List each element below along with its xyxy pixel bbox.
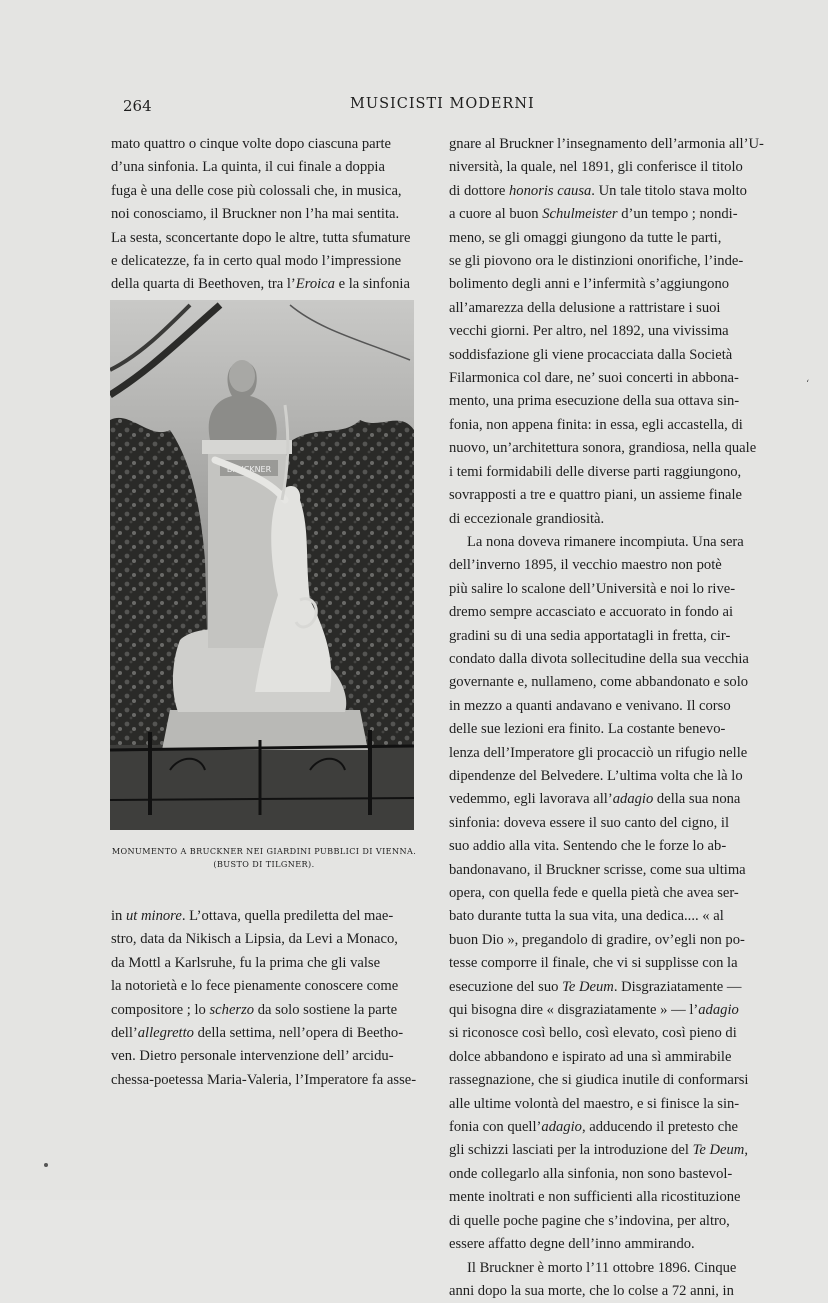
text-line: La sesta, sconcertante dopo le altre, tutta sfumature [111, 229, 411, 246]
text-line: meno, se gli omaggi giungono da tutte le parti, [449, 229, 722, 246]
text-line: di quelle poche pagine che s’indovina, per altro, [449, 1212, 730, 1229]
text-line: fonia con quell’adagio, adducendo il pretesto che [449, 1119, 738, 1136]
page-number: 264 [123, 97, 152, 115]
text-line: fonia, non appena finita: in essa, egli accastella, di [449, 416, 743, 433]
text-line: La nona doveva rimanere incompiuta. Una sera [467, 533, 744, 550]
text-line: noi conosciamo, il Bruckner non l’ha mai sentita. [111, 206, 400, 223]
text-line: qui bisogna dire « disgraziatamente » — l’adagio [449, 1002, 739, 1019]
text-line: sinfonia: doveva essere il suo canto del cigno, il [449, 814, 730, 831]
text-line: lenza dell’Imperatore gli procacciò un rifugio nelle [449, 744, 748, 761]
text-line: all’amarezza della delusione a rattristare i suoi [449, 299, 721, 316]
text-line: a cuore al buon Schulmeister d’un tempo ; nondi- [449, 206, 738, 223]
text-line: mato quattro o cinque volte dopo ciascuna parte [111, 136, 392, 152]
text-line: più salire lo scalone dell’Università e noi lo rive- [449, 580, 736, 597]
text-line: d’una sinfonia. La quinta, il cui finale a doppia [111, 159, 385, 176]
text-line: tesse comporre il finale, che vi si supplisse con la [449, 955, 738, 972]
text-line: esecuzione del suo Te Deum. Disgraziatamente — [449, 978, 742, 995]
text-line: la notorietà e lo fece pienamente conoscere come [111, 978, 399, 995]
text-line: niversità, la quale, nel 1891, gli conferisce il titolo [449, 159, 743, 176]
right-column [449, 133, 771, 1303]
text-line: si riconosce così bello, così elevato, così pieno di [449, 1025, 737, 1042]
monument-photograph [110, 300, 414, 830]
text-line: compositore ; lo scherzo da solo sostiene la parte [111, 1001, 398, 1018]
caption-line: MONUMENTO A BRUCKNER NEI GIARDINI PUBBLICI DI VIENNA. [111, 846, 417, 856]
text-line: governante e, nullameno, come abbandonato e solo [449, 674, 749, 691]
text-line: soddisfazione gli viene procacciata dalla Società [449, 346, 733, 363]
text-line: gli schizzi lasciati per la introduzione del Te Deum, [449, 1142, 748, 1159]
text-line: in mezzo a quanti andavano e venivano. Il corso [449, 697, 731, 714]
monument-base [162, 710, 368, 750]
text-line: fuga è una delle cose più colossali che, in musica, [111, 182, 402, 199]
text-line: mento, una prima esecuzione della sua ottava sin- [449, 393, 740, 410]
pedestal-inscription: BRUCKNER [226, 465, 272, 474]
margin-mark: ‘ [806, 379, 810, 390]
caption-line: (BUSTO DI TILGNER). [213, 859, 315, 869]
text-line: da Mottl a Karlsruhe, fu la prima che gli valse [111, 954, 381, 971]
text-line: bandonavano, il Bruckner scrisse, come sua ultima [449, 861, 746, 878]
text-line: bato durante tutta la sua vita, una dedica.... « al [449, 908, 724, 925]
text-line: Il Bruckner è morto l’11 ottobre 1896. Cinque [467, 1259, 737, 1276]
left-column-top [111, 133, 431, 297]
text-line: dremo sempre accasciato e accuorato in fondo ai [449, 604, 734, 621]
text-line: i temi formidabili delle diverse parti raggiungono, [449, 463, 742, 480]
text-line: vecchi giorni. Per altro, nel 1892, una vivissima [449, 323, 729, 340]
text-line: in ut minore. L’ottava, quella prediletta del mae- [111, 908, 394, 924]
text-line: ven. Dietro personale intervenzione dell’ arcidu- [111, 1048, 394, 1065]
text-line: se gli piovono ora le distinzioni onorifiche, l’inde- [449, 253, 744, 270]
left-column-bottom [111, 905, 431, 1092]
text-line: dolce abbandono e ispirato ad una sì ammirabile [449, 1048, 732, 1065]
text-line: suo addio alla vita. Sentendo che le forze lo ab- [449, 838, 727, 855]
figure-caption [106, 845, 422, 871]
text-line: chessa-poetessa Maria-Valeria, l’Imperatore fa asse- [111, 1071, 417, 1088]
text-line: essere affatto degne dell’inno ammirando. [449, 1236, 695, 1253]
text-line: rassegnazione, che si giudica inutile di conformarsi [449, 1072, 749, 1089]
text-line: delle sue lezioni era finito. La costante benevo- [449, 721, 726, 738]
text-line: dell’inverno 1895, il vecchio maestro non potè [449, 557, 722, 574]
text-line: condato dalla divota sollecitudine della sua vecchia [449, 650, 749, 667]
text-line: gradini su di una sedia apportatagli in fretta, cir- [449, 627, 731, 644]
bust-head [229, 360, 255, 392]
text-line: alle ultime volontà del maestro, e si finisce la sin- [449, 1095, 740, 1112]
text-line: bolimento degli anni e l’infermità s’aggiungono [449, 276, 730, 293]
text-line: vedemmo, egli lavorava all’adagio della sua nona [449, 791, 741, 808]
paper-speck [44, 1163, 48, 1167]
text-line: Filarmonica col dare, ne’ suoi concerti in abbona- [449, 370, 739, 387]
text-line: di dottore honoris causa. Un tale titolo stava molto [449, 182, 747, 199]
text-line: anni dopo la sua morte, che lo colse a 72 anni, in [449, 1282, 734, 1299]
running-title: MUSICISTI MODERNI [350, 96, 535, 112]
text-line: e delicatezze, fa in certo qual modo l’impressione [111, 253, 402, 270]
text-line: dipendenze del Belvedere. L’ultima volta che là lo [449, 767, 743, 784]
pedestal-cap [202, 440, 292, 454]
text-line: opera, con quella fede e quella pietà che avea ser- [449, 885, 739, 901]
text-line: mente inoltrati e non sufficienti alla ricostituzione [449, 1189, 741, 1206]
text-line: della quarta di Beethoven, tra l’Eroica e la sinfonia [111, 276, 410, 293]
text-line: buon Dio », pregandolo di gradire, ov’egli non po- [449, 931, 745, 948]
text-line: dell’allegretto della settima, nell’opera di Beetho- [111, 1025, 404, 1042]
text-line: gnare al Bruckner l’insegnamento dell’armonia all’U- [449, 136, 764, 152]
text-line: di eccezionale grandiosità. [449, 510, 605, 527]
text-line: nuovo, un’architettura sonora, grandiosa, nella quale [449, 440, 757, 457]
text-line: sovrapposti a tre e quattro piani, un assieme finale [449, 487, 743, 504]
text-line: stro, data da Nikisch a Lipsia, da Levi a Monaco, [111, 931, 398, 948]
text-line: onde collegarlo alla sinfonia, non sono bastevol- [449, 1165, 733, 1182]
